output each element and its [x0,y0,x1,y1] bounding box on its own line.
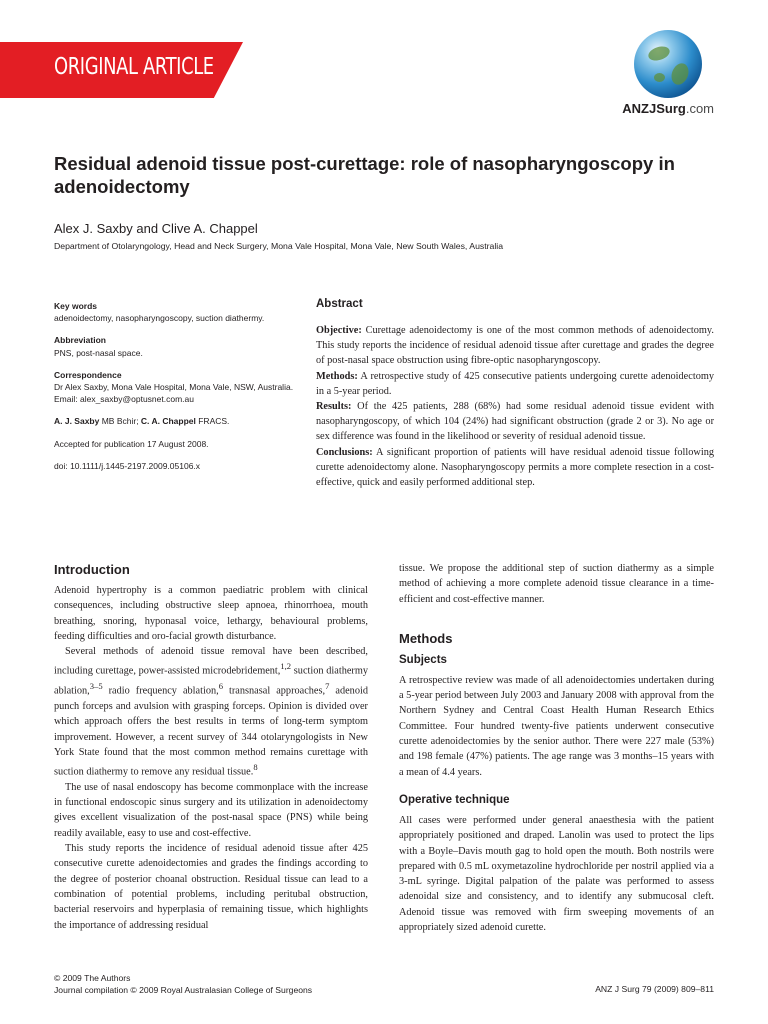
author2-name: C. A. Chappel [140,416,196,427]
intro-paragraph-2 [54,644,368,780]
conclusions-label: Conclusions: [316,446,373,458]
methods-text: A retrospective study of 425 consecutive patients undergoing curette adenoidectomy in a 5-year period. [316,370,714,397]
results-text: Of the 425 patients, 288 (68%) had some residual adenoid tissue evident with nasopharyngoscopy, of which 104 (24%) had significant obstruction (grade 2 or 3). No age or sex difference was found in the likelihood or severity of residual adenoid tissue. [316,401,714,443]
intro-p2-part-e: adenoid punch forceps and avulsion with grasping forceps. Opinion is divided over which approach offers the best results in terms of long-term symptom improvement. However, a recent survey of 344 otolaryngologists in New York State found that the most common method remains curettage with suction diathermy to remove any residual tissue. [54,685,368,778]
body-column-right [399,561,714,935]
author-degrees [54,415,299,427]
citation-ref[interactable]: 6 [218,681,224,692]
intro-paragraph-4-continued: tissue. We propose the additional step of suction diathermy as a simple method of achieving a more complete adenoid tissue clearance in a time-efficient and cost-effective manner. [399,563,714,605]
correspondence: Dr Alex Saxby, Mona Vale Hospital, Mona Vale, NSW, Australia. Email: alex_saxby@optusnet.com.au [54,382,294,405]
correspondence-label: Correspondence [54,369,122,380]
citation-ref[interactable]: 8 [253,762,258,773]
journal-brand[interactable] [615,101,714,116]
article-title: Residual adenoid tissue post-curettage: role of nasopharyngoscopy in adenoidectomy [54,153,675,197]
citation-ref[interactable]: 1,2 [280,661,292,672]
introduction-text [54,583,368,933]
article-authors: Alex J. Saxby and Clive A. Chappel [54,221,258,236]
keywords-label: Key words [54,301,97,311]
methods-label: Methods: [316,370,358,382]
article-meta [54,300,299,482]
keywords: adenoidectomy, nasopharyngoscopy, suction diathermy. [54,313,265,324]
objective-text: Curettage adenoidectomy is one of the most common methods of adenoidectomy. This study reports the incidence of residual adenoid tissue after curettage and grades the degree of post-nasal space obstruction using fibre-optic nasopharyngoscopy. [316,325,714,367]
abstract-body [316,323,714,490]
author2-degree: FRACS. [195,416,230,427]
subjects-heading: Subjects [399,653,447,666]
footer-citation: ANZ J Surg 79 (2009) 809–811 [595,984,714,994]
copyright-line: © 2009 The Authors [54,973,131,983]
author1-degree: MB Bchir; [99,416,141,427]
operative-technique-heading: Operative technique [399,793,510,806]
abbreviation: PNS, post-nasal space. [54,347,143,358]
article-affiliation: Department of Otolaryngology, Head and Neck Surgery, Mona Vale Hospital, Mona Vale, New South Wales, Australia [54,241,504,251]
introduction-heading: Introduction [54,562,130,577]
brand-name: ANZJSurg [622,101,686,116]
objective-label: Objective: [316,325,362,336]
section-label: ORIGINAL ARTICLE [54,54,214,80]
subjects-text: A retrospective review was made of all adenoidectomies undertaken during a 5-year period between July 2003 and January 2008 with approval from the Northern Sydney and Central Coast Health Human Research Ethics Committee. Four hundred twenty-five patients underwent consecutive curette adenoidectomies by the senior author. There were 227 male (53%) and 198 female (47%) patients. The age range was 3 months–15 years with a mean of 4.4 years. [399,674,714,778]
abstract-heading: Abstract [316,298,363,310]
accepted-date: Accepted for publication 17 August 2008. [54,438,209,449]
abstract-results [316,399,714,445]
intro-paragraph-4: This study reports the incidence of residual adenoid tissue after 425 consecutive curette adenoidectomies and grades the findings according to the degree of posterior choanal obstruction. Residual tissue can lead to a combination of potential problems, including peritubal obstruction, bacterial reservoirs and hyperplasia of remaining tissue, which highlights the importance of addressing residual [54,843,368,931]
footer-copyright [54,972,312,996]
intro-p2-part-d: transnasal approaches, [223,685,326,697]
body-column-left [54,562,368,933]
intro-p2-part-b: suction diathermy ablation, [54,665,368,697]
intro-p2-part-a: Several methods of adenoid tissue removal have been described, including curettage, power-assisted microdebridement, [54,646,368,677]
abstract-methods [316,369,714,399]
compilation-line: Journal compilation © 2009 Royal Australasian College of Surgeons [54,985,313,995]
intro-paragraph-1: Adenoid hypertrophy is a common paediatric problem with clinical consequences, including obstructive sleep apnoea, rhinorrhoea, mouth breathing, snoring, hyponasal voice, lethargy, behavioural problems, feeding difficulties and oro-facial growth disturbance. [54,585,368,642]
conclusions-text: A significant proportion of patients will have residual adenoid tissue following curette adenoidectomy alone. Nasopharyngoscopy permits a more complete resection in a cost-effective, quick and easily performed additional step. [316,446,714,489]
results-label: Results: [316,401,352,413]
methods-heading: Methods [399,630,453,646]
citation-ref[interactable]: 7 [325,681,330,692]
brand-suffix: .com [685,101,714,116]
doi[interactable]: doi: 10.1111/j.1445-2197.2009.05106.x [54,460,201,471]
citation-ref[interactable]: 3–5 [89,681,103,692]
abbreviation-label: Abbreviation [54,335,106,346]
author1-name: A. J. Saxby [54,416,100,427]
abstract-conclusions [316,445,714,491]
intro-p2-part-c: radio frequency ablation, [102,685,219,697]
globe-logo-icon [634,30,702,98]
abstract-objective [316,323,714,369]
intro-paragraph-3: The use of nasal endoscopy has become commonplace with the increase in functional endoscopic sinus surgery and its utilization in adenoidectomy gives excellent visualization of the post-nasal space (PNS) while being readily available, easy to use and cost-effective. [54,781,368,839]
operative-technique-text: All cases were performed under general anaesthesia with the patient appropriately positioned and draped. Lanolin was used to protect the lips with a Boyle–Davis mouth gag to hold open the mouth. Both nostrils were prepared with 0.5 mL oxymetazoline hydrochloride per nostril applied via a 3-mL syringe. Digital palpation of the palate was performed to assess adenoidal size and consistency, and to identify any submucosal cleft. Adenoid tissue was removed with firm sweeping movements of an appropriately sized adenoid curette. [399,814,714,934]
